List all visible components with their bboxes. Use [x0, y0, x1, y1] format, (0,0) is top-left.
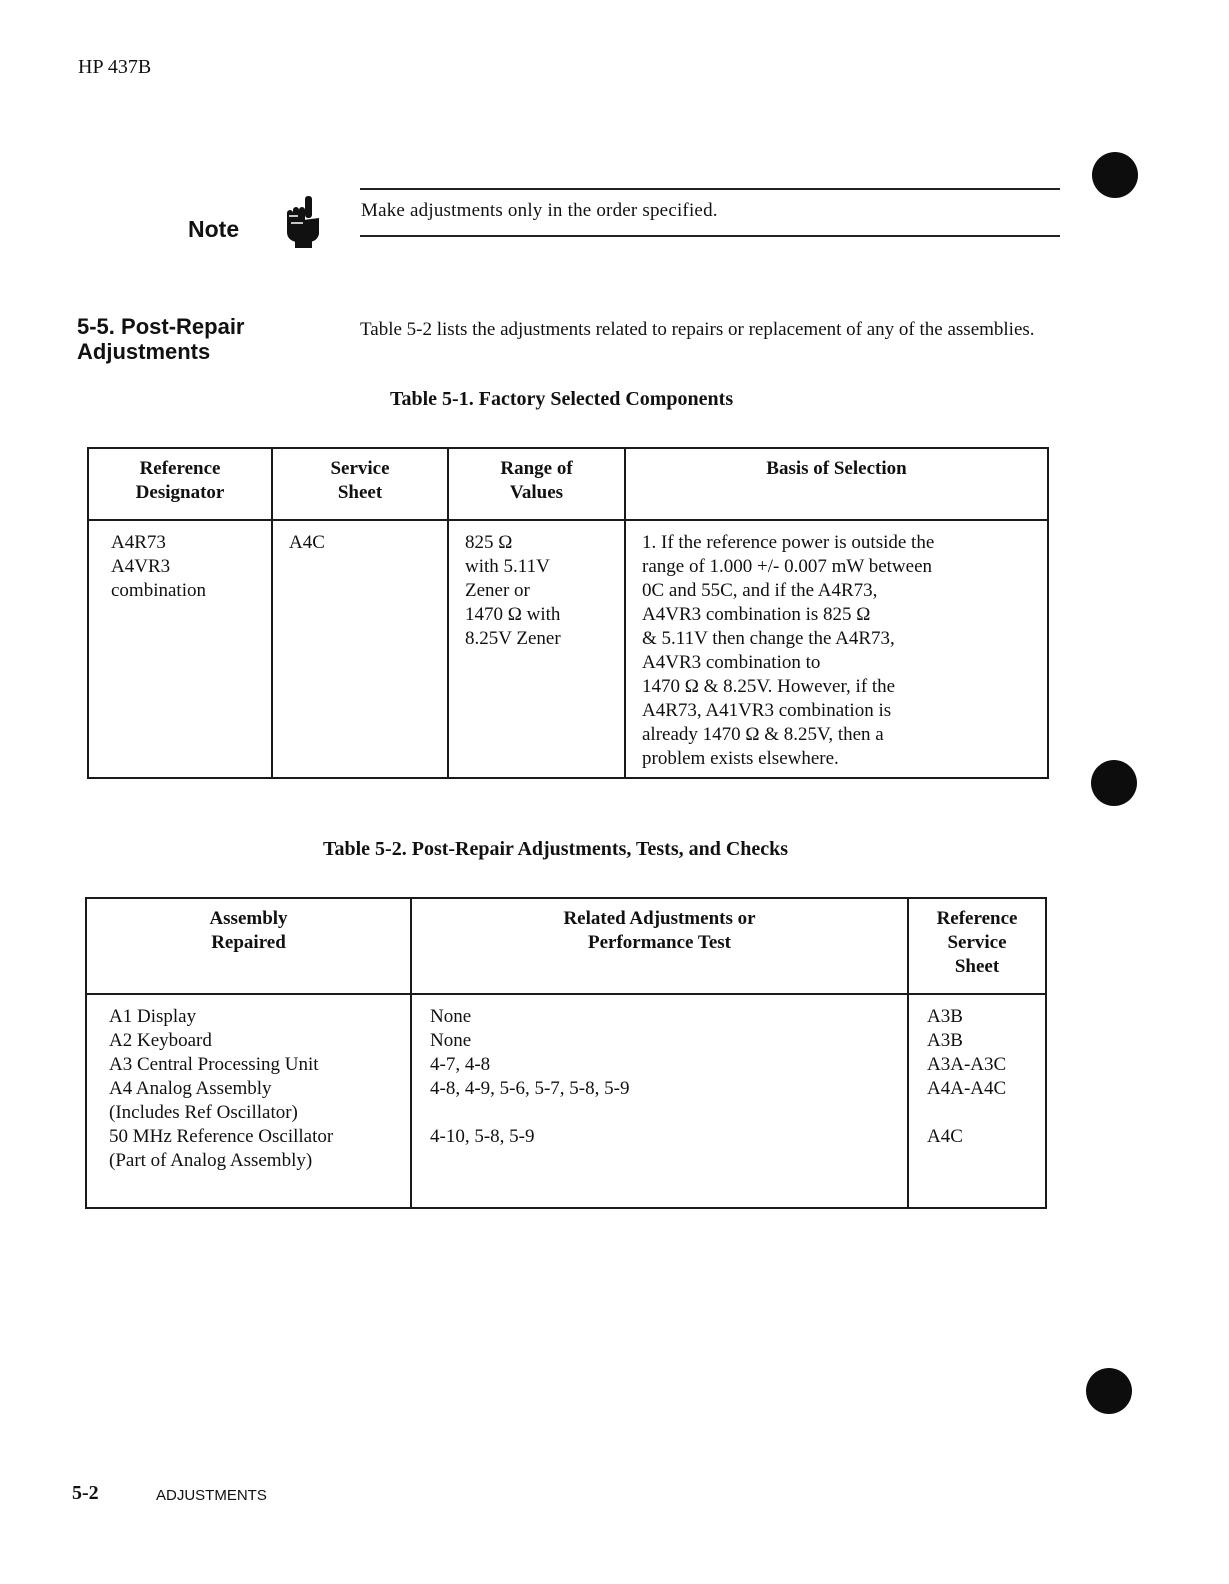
column-header-service-sheet: Service Sheet [272, 448, 448, 520]
section-heading-line1: 5-5. Post-Repair [77, 314, 245, 339]
cell-basis-of-selection: 1. If the reference power is outside the range of 1.000 +/- 0.007 mW between 0C and 55C, and if the A4R73, A4VR3 combination is 825 Ω & 5.11V then change the A4R73, A4VR3 combination to 1470 Ω & 8.25V. However, if the A4R73, A41VR3 combination is already 1470 Ω & 8.25V, then a problem exists elsewhere. [625, 520, 1048, 778]
binder-hole [1086, 1368, 1132, 1414]
column-header-basis-of-selection: Basis of Selection [625, 448, 1048, 520]
cell-adjustments-list: None None 4-7, 4-8 4-8, 4-9, 5-6, 5-7, 5-8, 5-9 4-10, 5-8, 5-9 [411, 994, 908, 1208]
table-header-row [88, 448, 1048, 520]
table-header-row [86, 898, 1046, 994]
binder-hole [1092, 152, 1138, 198]
post-repair-adjustments-table [85, 897, 1047, 1209]
table-row [88, 520, 1048, 778]
footer-section-name: ADJUSTMENTS [156, 1487, 267, 1504]
column-header-reference-designator: Reference Designator [88, 448, 272, 520]
column-header-related-adjustments: Related Adjustments or Performance Test [411, 898, 908, 994]
column-header-range-of-values: Range of Values [448, 448, 625, 520]
cell-service-sheet: A4C [272, 520, 448, 778]
section-heading-line2: Adjustments [77, 339, 211, 364]
note-rule-bottom [360, 235, 1060, 237]
pointing-hand-icon [284, 196, 322, 248]
table1-caption: Table 5-1. Factory Selected Components [390, 388, 734, 410]
factory-selected-components-table [87, 447, 1049, 779]
footer-page-number: 5-2 [72, 1482, 99, 1504]
cell-range-of-values: 825 Ω with 5.11V Zener or 1470 Ω with 8.25V Zener [448, 520, 625, 778]
column-header-reference-service-sheet: Reference Service Sheet [908, 898, 1046, 994]
cell-assembly-list: A1 Display A2 Keyboard A3 Central Processing Unit A4 Analog Assembly (Includes Ref Oscillator) 50 MHz Reference Oscillator (Part of Analog Assembly) [86, 994, 411, 1208]
binder-hole [1091, 760, 1137, 806]
section-body-text: Table 5-2 lists the adjustments related to repairs or replacement of any of the assemblies. [360, 319, 1035, 340]
table2-caption: Table 5-2. Post-Repair Adjustments, Tests, and Checks [323, 838, 789, 860]
section-heading [77, 314, 245, 364]
note-rule-top [360, 188, 1060, 190]
document-model-header: HP 437B [78, 56, 152, 78]
note-text: Make adjustments only in the order specified. [361, 200, 718, 221]
cell-reference-designator: A4R73 A4VR3 combination [88, 520, 272, 778]
cell-service-sheet-list: A3B A3B A3A-A3C A4A-A4C A4C [908, 994, 1046, 1208]
note-label: Note [188, 216, 240, 242]
table-row [86, 994, 1046, 1208]
column-header-assembly-repaired: Assembly Repaired [86, 898, 411, 994]
